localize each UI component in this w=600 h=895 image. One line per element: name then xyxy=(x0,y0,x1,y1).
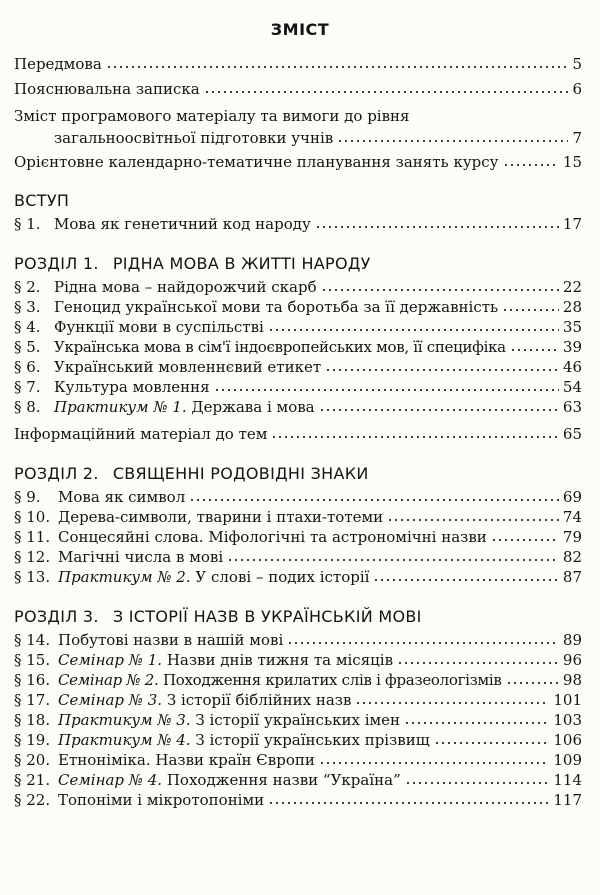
paragraph-number: § 16. xyxy=(14,671,51,689)
entry-prefix: Практикум № 3. xyxy=(58,711,191,729)
toc-entry[interactable] xyxy=(14,671,582,689)
page-number: 63 xyxy=(562,398,582,416)
toc-entry[interactable] xyxy=(14,508,582,526)
page-number: 6 xyxy=(572,80,582,98)
entry-title: Культура мовлення xyxy=(54,378,210,396)
toc-entry[interactable] xyxy=(14,631,582,649)
paragraph-number: § 6. xyxy=(14,358,41,376)
page-number: 79 xyxy=(562,528,582,546)
paragraph-number: § 13. xyxy=(14,568,51,586)
entry-title: Орієнтовне календарно-тематичне планування занять курсу xyxy=(14,153,499,171)
paragraph-number: § 14. xyxy=(14,631,51,649)
page-number: 106 xyxy=(553,731,582,749)
paragraph-number: § 7. xyxy=(14,378,41,396)
entry-title: З історії українських імен xyxy=(195,711,401,729)
paragraph-number: § 8. xyxy=(14,398,41,416)
section-label: РОЗДІЛ 1. xyxy=(14,254,99,273)
toc-entry[interactable] xyxy=(14,398,582,416)
entry-prefix: Семінар № 1. xyxy=(58,651,163,669)
entry-prefix: Практикум № 1. xyxy=(54,398,187,416)
paragraph-number: § 4. xyxy=(14,318,41,336)
entry-title: Пояснювальна записка xyxy=(14,80,200,98)
toc-entry[interactable] xyxy=(14,215,582,233)
page-number: 103 xyxy=(553,711,582,729)
section-heading-1 xyxy=(14,254,371,273)
toc-entry[interactable] xyxy=(14,378,582,396)
page-number: 39 xyxy=(562,338,582,356)
toc-entry[interactable] xyxy=(14,80,582,98)
entry-prefix: Семінар № 3. xyxy=(58,691,163,709)
entry-title: Українська мова в сім'ї індоєвропейських мов, її специфіка xyxy=(54,338,506,356)
paragraph-number: § 15. xyxy=(14,651,51,669)
paragraph-number: § 18. xyxy=(14,711,51,729)
toc-entry[interactable] xyxy=(14,338,582,356)
toc-entry[interactable] xyxy=(14,691,582,709)
page-number: 96 xyxy=(562,651,582,669)
entry-title: Інформаційний матеріал до тем xyxy=(14,425,268,443)
entry-prefix: Семінар № 2. xyxy=(58,671,159,689)
toc-heading: ЗМІСТ xyxy=(270,20,330,39)
entry-title: Рідна мова – найдорожчий скарб xyxy=(54,278,317,296)
toc-entry[interactable] xyxy=(14,548,582,566)
toc-entry[interactable] xyxy=(14,318,582,336)
page-number: 28 xyxy=(562,298,582,316)
toc-entry[interactable] xyxy=(14,107,582,147)
toc-entry[interactable] xyxy=(14,751,582,769)
page-number: 7 xyxy=(572,129,582,147)
page-number: 98 xyxy=(562,671,582,689)
paragraph-number: § 19. xyxy=(14,731,51,749)
page-number: 65 xyxy=(562,425,582,443)
section-label: РОЗДІЛ 2. xyxy=(14,464,99,483)
entry-prefix: Семінар № 4. xyxy=(58,771,163,789)
page-number: 46 xyxy=(562,358,582,376)
entry-prefix: Практикум № 4. xyxy=(58,731,191,749)
toc-entry[interactable] xyxy=(14,278,582,296)
paragraph-number: § 21. xyxy=(14,771,51,789)
page-number: 109 xyxy=(553,751,582,769)
page-number: 117 xyxy=(553,791,582,809)
entry-title: Походження назви “Україна” xyxy=(166,771,401,789)
paragraph-number: § 12. xyxy=(14,548,51,566)
toc-entry[interactable] xyxy=(14,568,582,586)
paragraph-number: § 5. xyxy=(14,338,41,356)
entry-title: Дерева-символи, тварини і птахи-тотеми xyxy=(58,508,384,526)
entry-title: Етноніміка. Назви країн Європи xyxy=(58,751,315,769)
entry-title: З історії біблійних назв xyxy=(166,691,352,709)
page-number: 35 xyxy=(562,318,582,336)
page-number: 87 xyxy=(562,568,582,586)
page-number: 114 xyxy=(553,771,582,789)
paragraph-number: § 2. xyxy=(14,278,41,296)
page-number: 54 xyxy=(562,378,582,396)
toc-entry[interactable] xyxy=(14,55,582,73)
section-heading-intro: ВСТУП xyxy=(14,191,70,210)
toc-entry[interactable] xyxy=(14,771,582,789)
entry-title: Походження крилатих слів і фразеологізмів xyxy=(162,671,502,689)
section-heading-3 xyxy=(14,607,422,626)
page-number: 74 xyxy=(562,508,582,526)
paragraph-number: § 1. xyxy=(14,215,41,233)
entry-title-line1: Зміст програмового матеріалу та вимоги до рівня xyxy=(14,107,410,125)
entry-title: Магічні числа в мові xyxy=(58,548,224,566)
entry-title: У слові – подих історії xyxy=(195,568,370,586)
entry-title: Мова як генетичний код народу xyxy=(54,215,311,233)
toc-entry[interactable] xyxy=(14,711,582,729)
paragraph-number: § 17. xyxy=(14,691,51,709)
section-title: РІДНА МОВА В ЖИТТІ НАРОДУ xyxy=(112,254,371,273)
entry-title: Назви днів тижня та місяців xyxy=(166,651,394,669)
paragraph-number: § 10. xyxy=(14,508,51,526)
page-number: 22 xyxy=(562,278,582,296)
toc-entry[interactable] xyxy=(14,488,582,506)
toc-entry[interactable] xyxy=(14,791,582,809)
entry-title: Мова як символ xyxy=(58,488,186,506)
paragraph-number: § 20. xyxy=(14,751,51,769)
section-title: СВЯЩЕННІ РОДОВІДНІ ЗНАКИ xyxy=(112,464,369,483)
page-number: 101 xyxy=(553,691,582,709)
entry-title: Передмова xyxy=(14,55,102,73)
entry-title: З історії українських прізвищ xyxy=(195,731,430,749)
toc-entry[interactable] xyxy=(14,298,582,316)
entry-title: Функції мови в суспільстві xyxy=(54,318,264,336)
page-number: 69 xyxy=(562,488,582,506)
entry-title-line2: загальноосвітньої підготовки учнів xyxy=(54,129,334,147)
entry-title: Держава і мова xyxy=(191,398,315,416)
toc-entry[interactable] xyxy=(14,153,582,171)
page-number: 17 xyxy=(562,215,582,233)
page-number: 15 xyxy=(562,153,582,171)
page-number: 89 xyxy=(562,631,582,649)
entry-prefix: Практикум № 2. xyxy=(58,568,191,586)
toc-entry[interactable] xyxy=(14,731,582,749)
paragraph-number: § 22. xyxy=(14,791,51,809)
toc-entry[interactable] xyxy=(14,358,582,376)
entry-title: Побутові назви в нашій мові xyxy=(58,631,284,649)
section-label: РОЗДІЛ 3. xyxy=(14,607,99,626)
page-number: 5 xyxy=(572,55,582,73)
paragraph-number: § 3. xyxy=(14,298,41,316)
toc-entry[interactable] xyxy=(14,651,582,669)
section-heading-2 xyxy=(14,464,369,483)
entry-title: Сонцесяйні слова. Міфологічні та астрономічні назви xyxy=(58,528,487,546)
toc-entry[interactable] xyxy=(14,425,582,443)
page-number: 82 xyxy=(562,548,582,566)
toc-entry[interactable] xyxy=(14,528,582,546)
paragraph-number: § 11. xyxy=(14,528,51,546)
entry-title: Український мовленнєвий етикет xyxy=(54,358,322,376)
entry-title: Геноцид української мови та боротьба за її державність xyxy=(54,298,499,316)
entry-title: Топоніми і мікротопоніми xyxy=(58,791,265,809)
paragraph-number: § 9. xyxy=(14,488,41,506)
section-title: З ІСТОРІЇ НАЗВ В УКРАЇНСЬКІЙ МОВІ xyxy=(112,607,422,626)
